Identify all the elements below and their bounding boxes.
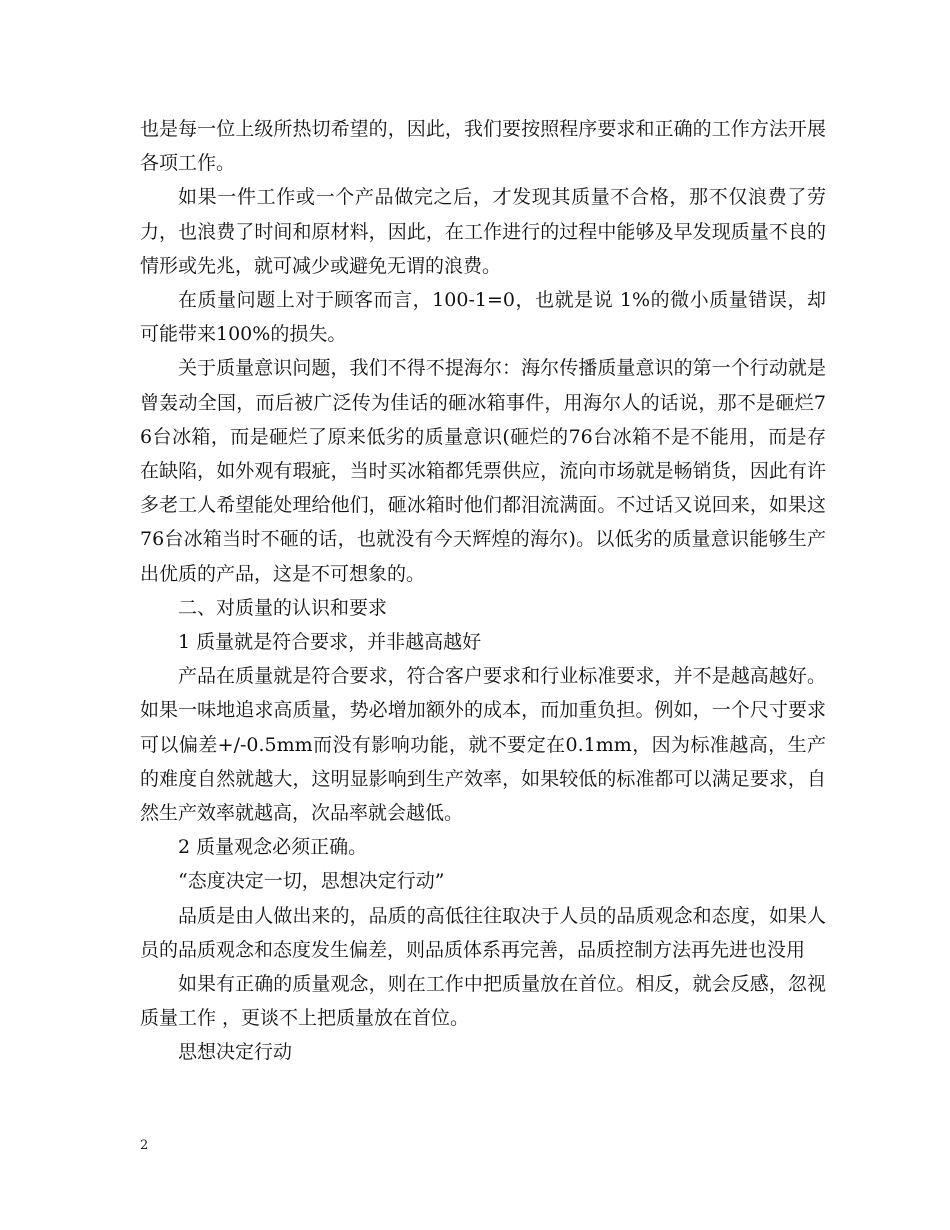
paragraph: 关于质量意识问题，我们不得不提海尔：海尔传播质量意识的第一个行动就是曾轰动全国，而后被广泛传为佳话的砸冰箱事件，用海尔人的话说，那不是砸烂76台冰箱，而是砸烂了原来低劣的质量意识(砸烂的76台冰箱不是不能用，而是存在缺陷，如外观有瑕疵，当时买冰箱都凭票供应，流向市场就是畅销货，因此有许多老工人希望能处理给他们，砸冰箱时他们都泪流满面。不过话又说回来，如果这76台冰箱当时不砸的话，也就没有今天辉煌的海尔)。以低劣的质量意识能够生产出优质的产品，这是不可想象的。 [140,357,826,585]
section-heading: 二、对质量的认识和要求 [178,596,388,619]
paragraph: 品质是由人做出来的，品质的高低往往取决于人员的品质观念和态度，如果人员的品质观念和态度发生偏差，则品质体系再完善，品质控制方法再先进也没用 [140,904,826,961]
subsection-heading: 1 质量就是符合要求，并非越高越好 [178,631,482,654]
quote: “态度决定一切，思想决定行动” [178,870,445,893]
subsection-heading: 2 质量观念必须正确。 [178,836,368,859]
paragraph: 产品在质量就是符合要求，符合客户要求和行业标准要求，并不是越高越好。如果一味地追求高质量，势必增加额外的成本，而加重负担。例如，一个尺寸要求可以偏差+/-0.5mm而没有影响功能，就不要定在0.1mm，因为标准越高，生产的难度自然就越大，这明显影响到生产效率，如果较低的标准都可以满足要求，自然生产效率就越高，次品率就会越低。 [140,665,826,825]
paragraph: 如果有正确的质量观念，则在工作中把质量放在首位。相反，就会反感，忽视质量工作 ，更谈不上把质量放在首位。 [140,973,826,1030]
body-text [140,112,826,1070]
paragraph: 也是每一位上级所热切希望的，因此，我们要按照程序要求和正确的工作方法开展各项工作。 [140,118,826,175]
paragraph: 思想决定行动 [178,1041,293,1064]
paragraph: 在质量问题上对于顾客而言，100-1=0，也就是说 1%的微小质量错误，却可能带来100%的损失。 [140,289,826,346]
paragraph: 如果一件工作或一个产品做完之后，才发现其质量不合格，那不仅浪费了劳力，也浪费了时间和原材料，因此，在工作进行的过程中能够及早发现质量不良的情形或先兆，就可减少或避免无谓的浪费。 [140,186,826,277]
page-number: 2 [140,1138,149,1153]
